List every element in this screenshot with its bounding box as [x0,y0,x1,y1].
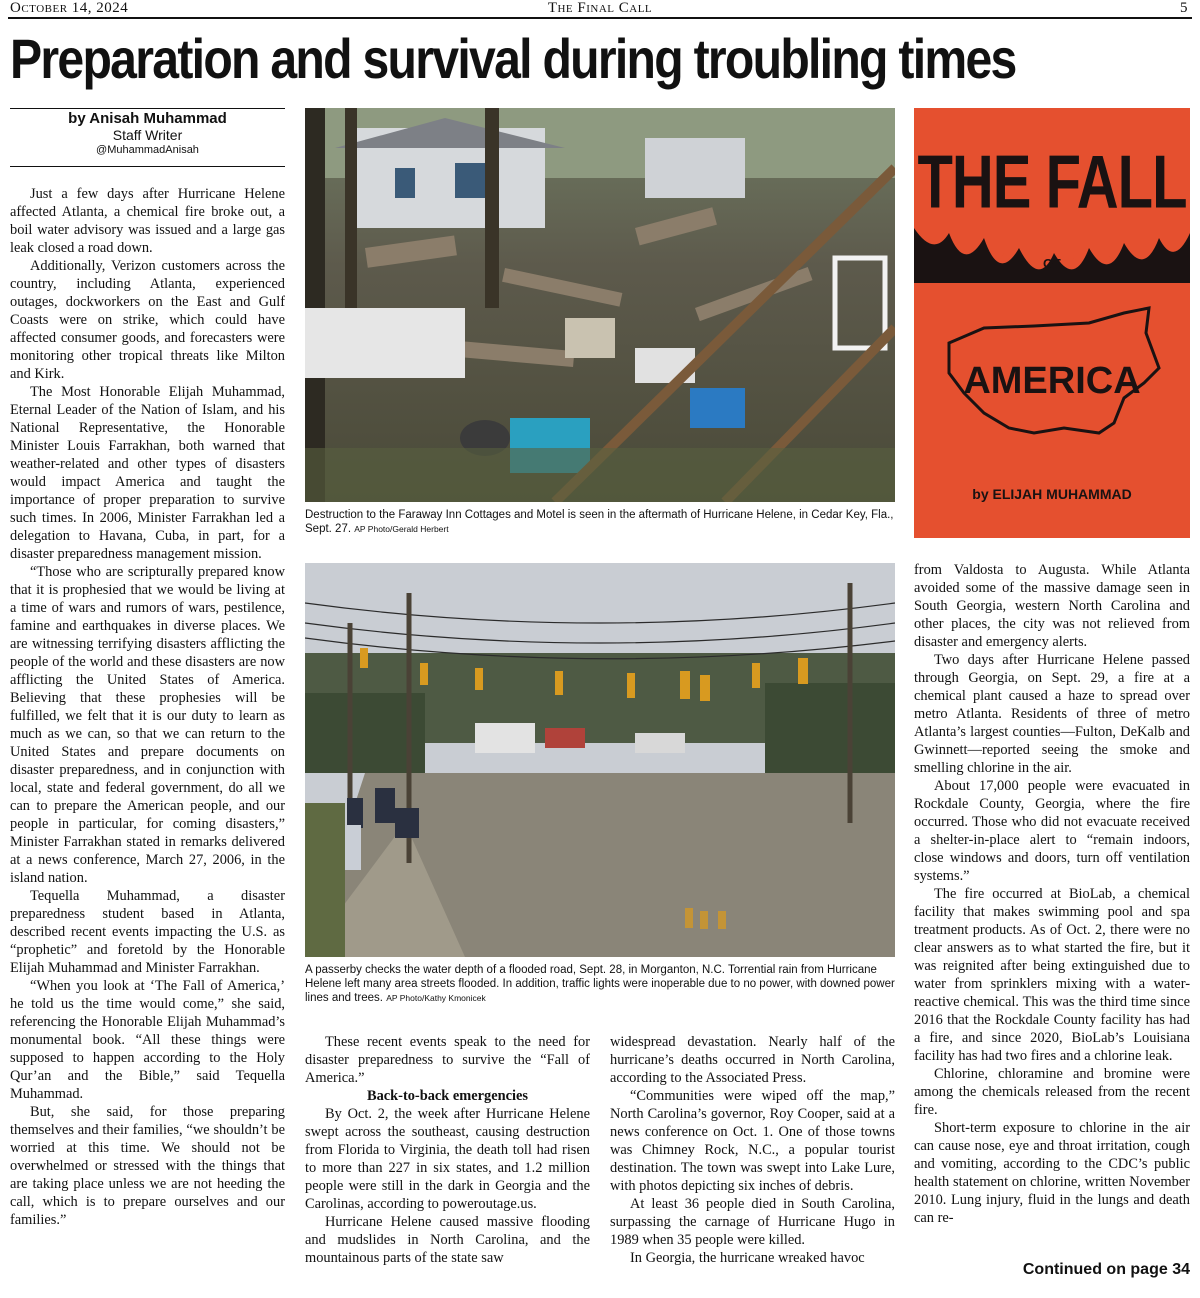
caption-text: A passerby checks the water depth of a flooded road, Sept. 28, in Morganton, N.C. Torrential rain from Hurricane Helene left many area streets flooded. In addition, traffic lights were inoperable due to no power, with downed power lines and trees. [305,964,895,1004]
paragraph: At least 36 people died in South Carolina, surpassing the carnage of Hurricane Hugo in 1989 when 35 people were killed. [610,1196,895,1248]
paragraph: “When you look at ‘The Fall of America,’ he told us the time would come,” she said, referencing the Honorable Elijah Muhammad’s monumental book. “All these things were supposed to happen according to the Holy Qur’an and the Bible,” said Tequella Muhammad. [10,978,285,1102]
book-title-bottom: AMERICA [963,360,1141,402]
paragraph: These recent events speak to the need for disaster preparedness to survive the “Fall of America.” [305,1034,590,1086]
photo2-caption [305,963,895,1005]
photo-credit: AP Photo/Gerald Herbert [354,524,449,534]
paragraph: Two days after Hurricane Helene passed through Georgia, on Sept. 29, a fire at a chemical plant caused a haze to spread over metro Atlanta. Residents of three of metro Atlanta’s largest counties—Fulton, DeKalb and Gwinnett—reported seeing the smoke and smelling chlorine in the air. [914,652,1190,776]
article-column-4 [914,561,1190,1251]
byline [10,110,285,157]
byline-top-rule [10,108,285,109]
paragraph: Just a few days after Hurricane Helene affected Atlanta, a chemical fire broke out, a boil water advisory was issued and a large gas leak closed a road down. [10,186,285,256]
paragraph: Tequella Muhammad, a disaster preparedness student based in Atlanta, described recent events impacting the U.S. as “prophetic” and foretold by the Honorable Elijah Muhammad and Minister Farrakhan. [10,888,285,976]
photo1-caption [305,508,895,536]
paragraph: Short-term exposure to chlorine in the air can cause nose, eye and throat irritation, cough and vomiting, according to the CDC’s public health statement on chlorine, written November 2010. Lung injury, fluid in the lungs and death can re- [914,1120,1190,1226]
photo-hurricane-debris [305,108,895,502]
paragraph: from Valdosta to Augusta. While Atlanta avoided some of the massive damage seen in South Georgia, western North Carolina and other places, the city was not relieved from disaster and emergency alerts. [914,562,1190,650]
photo-flooded-road [305,563,895,957]
paragraph: But, she said, for those preparing themselves and their families, “we shouldn’t be worried at this time. We should not be overwhelmed or stressed with the things that are taking place unless we are not heeding the call, which is to prepare ourselves and our families.” [10,1104,285,1228]
header-rule [8,17,1192,19]
paragraph: Additionally, Verizon customers across the country, including Atlanta, experienced outages, dockworkers on the East and Gulf Coasts were on strike, which could have affected consumer goods, and forecasters were monitoring other tropical threats like Milton and Kirk. [10,258,285,382]
paper-name: The Final Call [547,0,653,16]
author-role: Staff Writer [112,127,183,143]
article-column-2 [305,1033,590,1287]
continued-on-page: Continued on page 34 [1022,1261,1190,1278]
byline-bottom-rule [10,166,285,167]
book-cover-fall-of-america [914,108,1190,538]
paragraph: “Communities were wiped off the map,” North Carolina’s governor, Roy Cooper, said at a news conference on Oct. 1. One of those towns was Chimney Rock, N.C., a popular tourist destination. The town was swept into Lake Lure, with photos depicting six inches of debris. [610,1088,895,1194]
paragraph: By Oct. 2, the week after Hurricane Helene swept across the southeast, causing destruction from Florida to Virginia, the death toll had risen to more than 227 in six states, and 1.2 million people were still in the dark in Georgia and the Carolinas, according to poweroutage.us. [305,1106,590,1212]
paragraph: Hurricane Helene caused massive flooding and mudslides in North Carolina, and the mountainous parts of the state saw [305,1214,590,1266]
subheading: Back-to-back emergencies [366,1088,529,1104]
paragraph: “Those who are scripturally prepared know that it is prophesied that we would be living at a time of wars and rumors of wars, pestilence, famine and earthquakes in diverse places. We are witnessing terrifying disasters afflicting the people of the world and these disasters are now afflicting the United States of America. Believing that these prophesies will be fulfilled, we felt that it is our duty to learn as much as we can, so that we can return to the United States and prepare documents on disaster preparedness, and in conjunction with local, state and federal government, do all we can to prepare the American people, and our people in particular, for coming disasters,” Minister Farrakhan stated in remarks delivered at a news conference, March 27, 2006, in the island nation. [10,564,285,886]
issue-date: October 14, 2024 [10,0,129,16]
author-name: by Anisah Muhammad [68,110,227,127]
article-column-1 [10,185,285,1285]
caption-text: Destruction to the Faraway Inn Cottages and Motel is seen in the aftermath of Hurricane Helene, in Cedar Key, Fla., Sept. 27. [305,509,894,535]
paragraph: The fire occurred at BioLab, a chemical facility that makes swimming pool and spa treatment products. As of Oct. 2, there were no clear answers as to what started the fire, but it was reignited after being extinguished due to water from sprinklers mixing with a water-reactive chemical. This was the third time since 2016 that the Rockdale County facility has had a fire, and since 2020, BioLab’s Louisiana facility has had two fires and a chlorine leak. [914,886,1190,1064]
book-title-of: OF [1042,256,1062,271]
paragraph: The Most Honorable Elijah Muhammad, Eternal Leader of the Nation of Islam, and his National Representative, the Honorable Minister Louis Farrakhan, both warned that weather-related and other types of disasters would impact America and taught the importance of proper preparation to survive such times. In 2006, Minister Farrakhan led a delegation to Havana, Cuba, in part, for a disaster preparedness management mission. [10,384,285,562]
book-title-top: THE FALL [917,140,1187,225]
author-handle: @MuhammadAnisah [96,144,199,156]
article-column-3 [610,1033,895,1287]
paragraph: In Georgia, the hurricane wreaked havoc [630,1250,865,1266]
paragraph: Chlorine, chloramine and bromine were among the chemicals released from the recent fire. [914,1066,1190,1118]
photo-credit: AP Photo/Kathy Kmonicek [386,993,486,1003]
paragraph: About 17,000 people were evacuated in Rockdale County, Georgia, where the fire occurred. Those who did not evacuate received a shelter-in-place alert to “remain indoors, close windows and doors, turn off ventilation systems.” [914,778,1190,884]
paragraph: widespread devastation. Nearly half of the hurricane’s deaths occurred in North Carolina, according to the Associated Press. [610,1034,895,1086]
book-author: by ELIJAH MUHAMMAD [972,486,1132,502]
page-number: 5 [1180,0,1188,16]
headline: Preparation and survival during troubling times [10,27,1016,90]
